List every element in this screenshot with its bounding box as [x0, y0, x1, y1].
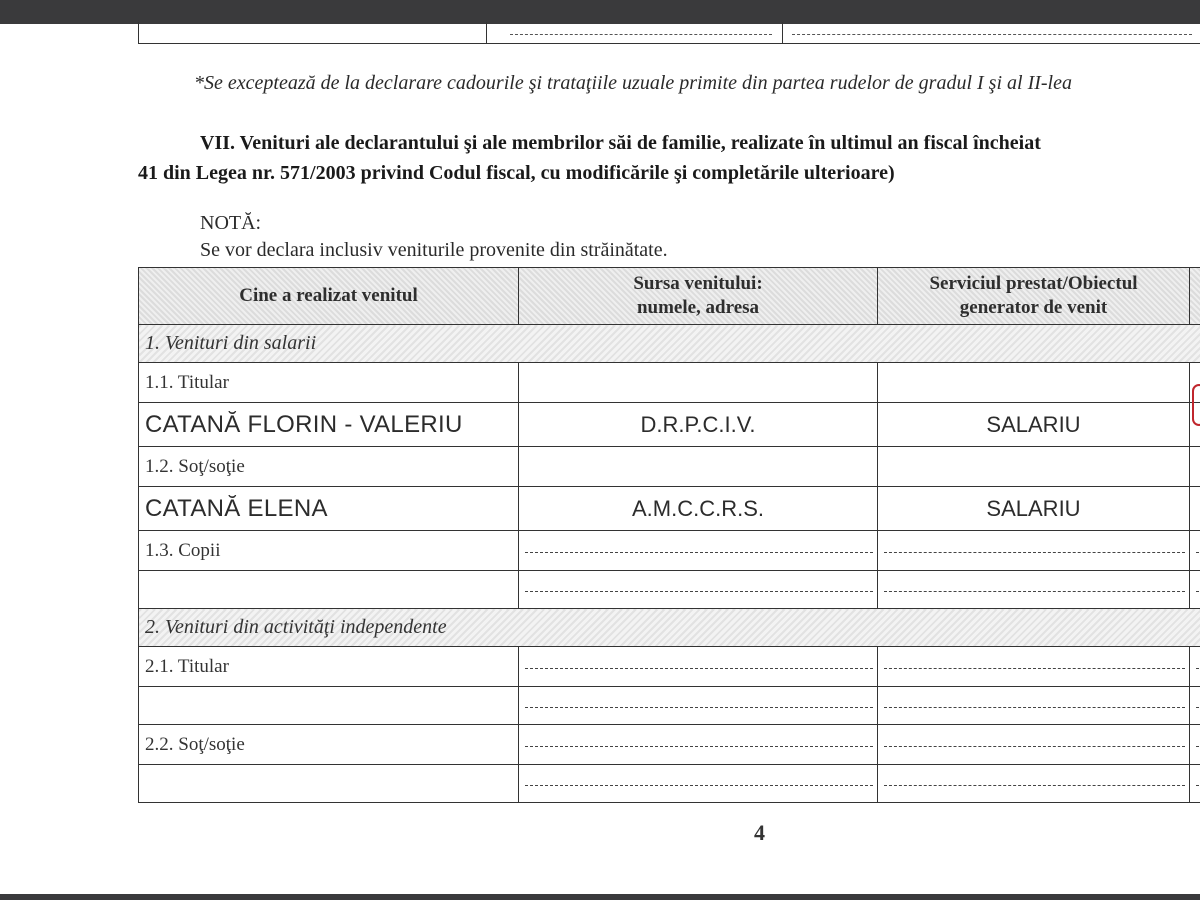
income-holder-name: CATANĂ ELENA — [139, 487, 519, 531]
dashed-line — [525, 552, 873, 553]
section-title-line-1: VII. Venituri ale declarantului şi ale membrilor săi de familie, realizate în ultimul an fiscal încheiat — [200, 132, 1041, 154]
note-text: Se vor declara inclusiv veniturile provenite din străinătate. — [200, 239, 668, 261]
viewer-bottom-bar — [0, 894, 1200, 900]
viewer-top-bar — [0, 0, 1200, 24]
header-who: Cine a realizat venitul — [139, 268, 519, 325]
annotation-marker — [1192, 384, 1200, 426]
income-source: A.M.C.C.R.S. — [519, 487, 878, 531]
table-row — [139, 571, 1200, 609]
dashed-line — [884, 746, 1185, 747]
page-number: 4 — [754, 820, 765, 845]
dashed-line — [792, 34, 1192, 35]
dashed-line — [1196, 552, 1200, 553]
dashed-line — [1196, 707, 1200, 708]
header-source-line-2: numele, adresa — [636, 297, 760, 318]
dashed-line — [525, 668, 873, 669]
dashed-line — [525, 785, 873, 786]
income-service: SALARIU — [878, 487, 1190, 531]
dashed-line — [884, 668, 1185, 669]
dashed-line — [884, 552, 1185, 553]
income-service: SALARIU — [878, 403, 1190, 447]
dashed-line — [1196, 591, 1200, 592]
section-title-line-2: 41 din Legea nr. 571/2003 privind Codul fiscal, cu modificările şi completările ulterioare) — [138, 162, 895, 184]
table-row — [139, 765, 1200, 803]
sub-label-spouse: 1.2. Soţ/soţie — [139, 447, 519, 487]
header-service-line-2: generator de venit — [959, 297, 1108, 318]
dashed-line — [1196, 668, 1200, 669]
dashed-line — [884, 591, 1185, 592]
header-source-line-1: Sursa venitului: — [633, 273, 763, 294]
table-header-row — [139, 268, 1200, 325]
header-service-line-1: Serviciul prestat/Obiectul — [929, 273, 1138, 294]
table-row — [139, 363, 1200, 403]
table-divider — [486, 22, 487, 44]
dashed-line — [525, 591, 873, 592]
section-salaries: 1. Venituri din salarii — [139, 325, 1200, 363]
table-row — [139, 725, 1200, 765]
table-row — [139, 647, 1200, 687]
section-title — [138, 128, 1200, 188]
sub-label-titular: 1.1. Titular — [139, 363, 519, 403]
table-row — [139, 531, 1200, 571]
dashed-line — [525, 707, 873, 708]
note-label: NOTĂ: — [200, 212, 262, 234]
dashed-line — [1196, 785, 1200, 786]
dashed-line — [884, 785, 1185, 786]
income-source: D.R.P.C.I.V. — [519, 403, 878, 447]
section-independent-activities: 2. Venituri din activităţi independente — [139, 609, 1200, 647]
table-row — [139, 403, 1200, 447]
table-row — [139, 687, 1200, 725]
income-table — [138, 267, 1200, 803]
table-divider — [782, 22, 783, 44]
dashed-line — [525, 746, 873, 747]
table-row — [139, 447, 1200, 487]
dashed-line — [510, 34, 772, 35]
income-holder-name: CATANĂ FLORIN - VALERIU — [139, 403, 519, 447]
header-service — [878, 268, 1190, 325]
header-source — [519, 268, 878, 325]
header-cut-off — [1190, 268, 1200, 325]
sub-label-spouse: 2.2. Soţ/soţie — [139, 725, 519, 765]
previous-table-fragment — [138, 22, 1200, 44]
table-row — [139, 487, 1200, 531]
sub-label-children: 1.3. Copii — [139, 531, 519, 571]
dashed-line — [1196, 746, 1200, 747]
dashed-line — [884, 707, 1185, 708]
sub-label-titular: 2.1. Titular — [139, 647, 519, 687]
gifts-footnote: *Se exceptează de la declarare cadourile şi trataţiile uzuale primite din partea rudelor de gradul I şi al II-lea — [194, 72, 1072, 94]
